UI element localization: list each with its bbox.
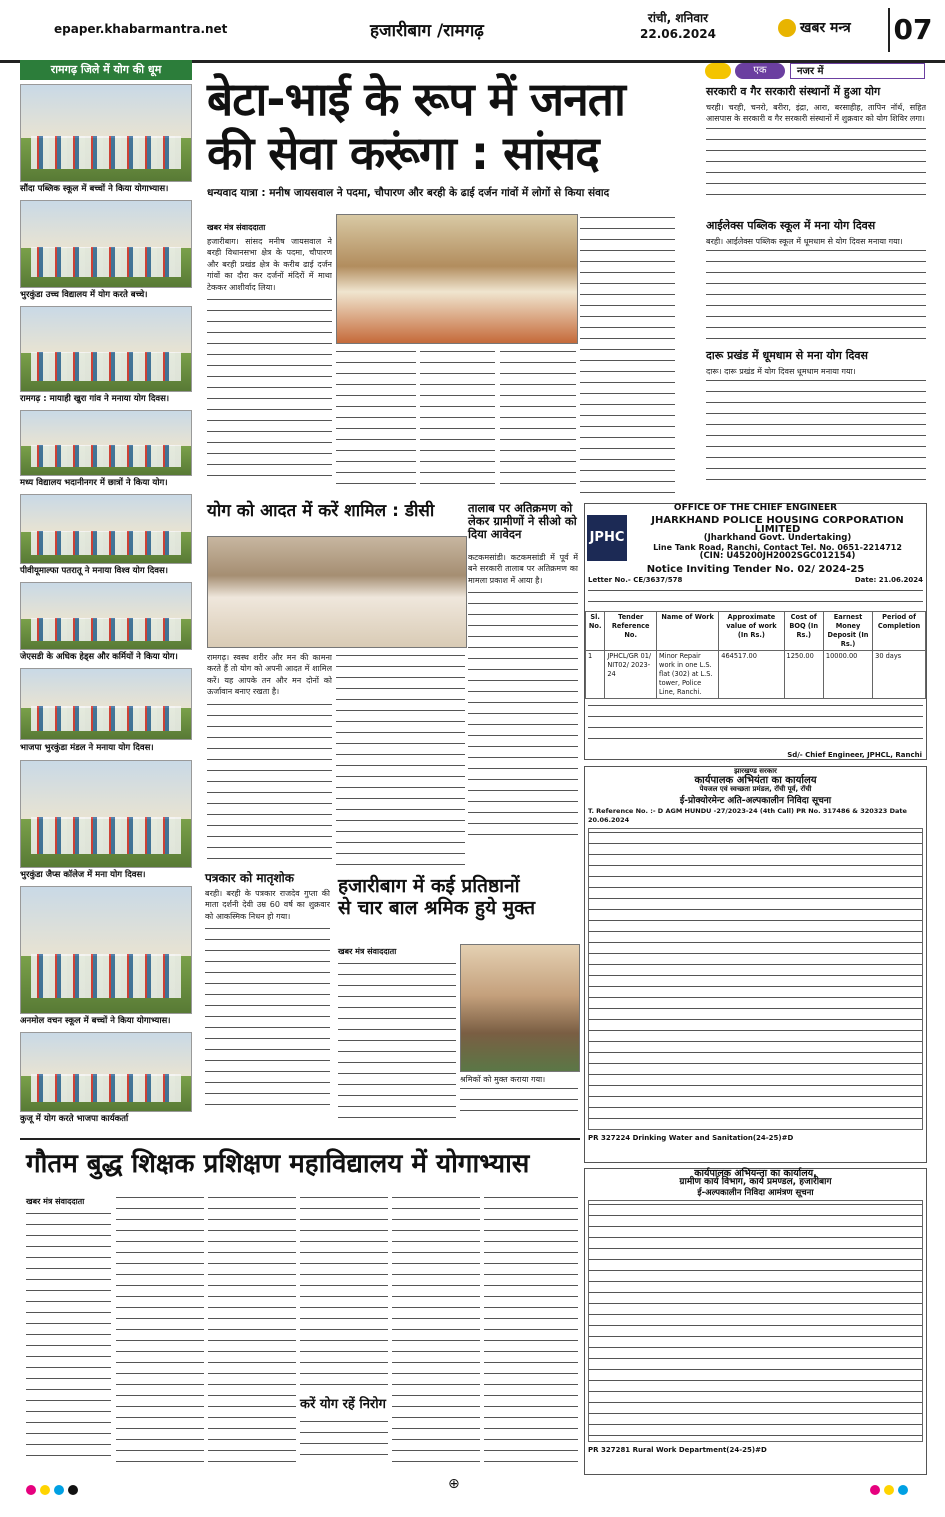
table-cell: 1 xyxy=(586,651,605,699)
brief-text xyxy=(706,366,926,496)
tender-date: Date: 21.06.2024 xyxy=(854,576,923,584)
story4-headline: पत्रकार को मातृशोक xyxy=(205,871,294,885)
photo xyxy=(20,886,192,1014)
photo-caption: रामगढ़ : मायाही खुरा गांव ने मनाया योग दिवस। xyxy=(20,394,170,404)
body-text-lines xyxy=(588,587,923,609)
body-text-lines xyxy=(588,702,923,748)
ek-badge: एक xyxy=(735,63,785,79)
tender3-title: ई-अल्पकालीन निविदा आमंत्रण सूचना xyxy=(697,1188,814,1198)
photo-caption: सौंदा पब्लिक स्कूल में बच्चों ने किया योगाभ्यास। xyxy=(20,184,169,194)
table-cell: 30 days xyxy=(873,651,926,699)
tender2-pr: PR 327224 Drinking Water and Sanitation(24-25)#D xyxy=(588,1134,794,1142)
tender-address: Line Tank Road, Ranchi, Contact Tel. No. 0651-2214712 xyxy=(653,542,902,552)
dateline xyxy=(640,10,716,42)
lead-subhead: धन्यवाद यात्रा : मनीष जायसवाल ने पदमा, चौपारण और बरही के ढाई दर्जन गांवों में लोगों से किया संवाद xyxy=(207,187,610,199)
ek-nazar-header xyxy=(690,60,925,82)
tender3-table xyxy=(588,1200,923,1442)
tender-org: JHARKHAND POLICE HOUSING CORPORATION LIMITED xyxy=(651,514,904,535)
section-title: हजारीबाग /रामगढ़ xyxy=(370,21,484,41)
body-text-lines xyxy=(336,348,416,493)
body-text-lines xyxy=(706,247,926,341)
footer-color-dots-left xyxy=(26,1480,82,1499)
body-text-lines xyxy=(338,960,456,1128)
story5-headline-line1: हजारीबाग में कई प्रतिष्ठानों xyxy=(338,875,520,897)
tender-notice-dwsd xyxy=(584,766,927,1163)
table-row xyxy=(586,651,926,699)
tender2-title: ई-प्रोक्योरमेन्ट अति-अल्पकालीन निविदा सूचना xyxy=(679,796,832,806)
photo-caption: भुरकुंडा जैप्स कॉलेज में मना योग दिवस। xyxy=(20,870,146,880)
footer-color-dots-right xyxy=(870,1480,912,1499)
photo-caption: जेएसडी के अधिक हेड्स और कर्मियों ने किया योग। xyxy=(20,652,178,662)
story5-headline-line2: से चार बाल श्रमिक हुये मुक्त xyxy=(338,896,536,919)
story5-caption-block xyxy=(460,1074,578,1128)
govt-name: झारखण्ड सरकार xyxy=(734,767,777,775)
left-column-title: रामगढ़ जिले में योग की धूम xyxy=(20,60,192,80)
story6-byline: खबर मंत्र संवाददाता xyxy=(26,1197,85,1206)
story5-byline: खबर मंत्र संवाददाता xyxy=(338,947,397,956)
tender3-dept: ग्रामीण कार्य विभाग, कार्य प्रमण्डल, हजारीबाग xyxy=(679,1177,832,1187)
story2-intro: रामगढ़। स्वस्थ शरीर और मन की कामना करते हैं तो योग को अपनी आदत में शामिल करें। यह आपके तन और मन दोनों को ऊर्जावान बनाए रखता है। xyxy=(207,653,332,697)
tender3-office: कार्यपालक अभियन्ता का कार्यालय, xyxy=(694,1168,817,1179)
tender3-pr: PR 327281 Rural Work Department(24-25)#D xyxy=(588,1446,767,1454)
photo xyxy=(20,410,192,476)
body-text-lines xyxy=(500,348,576,493)
brief-text-3: दारू। दारू प्रखंड में योग दिवस धूमधाम मनाया गया। xyxy=(706,367,856,376)
tender-table xyxy=(585,611,926,699)
table-header: Approximate value of work (In Rs.) xyxy=(719,612,784,651)
lead-byline: खबर मंत्र संवाददाता xyxy=(207,223,266,232)
table-header: Sl. No. xyxy=(586,612,605,651)
tender2-office: कार्यपालक अभियंता का कार्यालय xyxy=(694,775,817,786)
lead-intro-text: हजारीबाग। सांसद मनीष जायसवाल ने बरही विधानसभा क्षेत्र के पदमा, चौपारण और बरही प्रखंड क्षेत्र के करीब ढाई दर्जन गांवों का दौरा कर दर्जनों मंदिरों में माथा टेककर आशीर्वाद लिया। xyxy=(207,237,332,292)
divider xyxy=(20,1138,580,1140)
story5-caption: श्रमिकों को मुक्त कराया गया। xyxy=(460,1075,546,1084)
body-text-lines xyxy=(207,296,332,486)
tender2-dept: पेयजल एवं स्वच्छता प्रमंडल, रॉची पूर्व, रॉची xyxy=(699,785,812,793)
photo xyxy=(20,1032,192,1112)
tender-signature: Sd/- Chief Engineer, JPHCL, Ranchi xyxy=(787,751,922,759)
story5-photo xyxy=(460,944,580,1072)
story2-text xyxy=(207,652,332,867)
registration-mark-icon: ⊕ xyxy=(448,1476,460,1492)
story3-headline: तालाब पर अतिक्रमण को लेकर ग्रामीणों ने सीओ को दिया आवेदन xyxy=(468,501,577,542)
tender-notice-rwd xyxy=(584,1168,927,1475)
table-cell: Minor Repair work in one L.S. flat (302) at L.S. tower, Police Line, Ranchi. xyxy=(657,651,719,699)
tender-cin: (CIN: U45200JH2002SGC012154) xyxy=(699,550,856,561)
photo xyxy=(20,494,192,564)
table-header: Name of Work xyxy=(657,612,719,651)
lead-headline xyxy=(207,72,687,180)
story2-headline: योग को आदत में करें शामिल : डीसी xyxy=(207,501,435,521)
brief-title: आईलेक्स पब्लिक स्कूल में मना योग दिवस xyxy=(706,219,876,232)
brief-text-2: बरही। आईलेक्स पब्लिक स्कूल में धूमधाम से योग दिवस मनाया गया। xyxy=(706,237,903,246)
tender2-ref: T. Reference No. :- D AGM HUNDU -27/2023-24 (4th Call) PR No. 317486 & 320323 Date 20.06.2024 xyxy=(588,807,907,824)
tender-letter-no: Letter No.- CE/3637/578 xyxy=(588,576,683,584)
body-text-lines xyxy=(706,377,926,487)
story6-headline: गौतम बुद्ध शिक्षक प्रशिक्षण महाविद्यालय में योगाभ्यास xyxy=(26,1149,530,1179)
place: रांची, शनिवार xyxy=(647,11,709,25)
body-text-lines xyxy=(420,348,495,493)
tender-notice-no: Notice Inviting Tender No. 02/ 2024-25 xyxy=(646,564,865,575)
page-number: 07 xyxy=(888,8,936,52)
body-text-lines xyxy=(207,701,332,861)
table-cell: 10000.00 xyxy=(823,651,872,699)
table-cell: JPHCL/GR 01/ NIT02/ 2023-24 xyxy=(605,651,657,699)
body-text-lines xyxy=(484,1194,578,1465)
body-text-lines xyxy=(336,652,465,867)
photo xyxy=(20,668,192,740)
tender-office: OFFICE OF THE CHIEF ENGINEER xyxy=(673,503,838,513)
lead-headline-line2: की सेवा करूंगा : सांसद xyxy=(207,126,599,180)
table-header: Cost of BOQ (In Rs.) xyxy=(784,612,823,651)
photo-caption: कुजू में योग करते भाजपा कार्यकर्ता xyxy=(20,1114,129,1124)
table-cell: 464517.00 xyxy=(719,651,784,699)
body-text-lines xyxy=(116,1194,204,1465)
table-header: Tender Reference No. xyxy=(605,612,657,651)
story5-headline xyxy=(338,876,578,920)
tender2-table xyxy=(588,828,923,1130)
story2-photo xyxy=(207,536,467,648)
story6-inner-head: करें योग रहें निरोग xyxy=(300,1397,386,1412)
photo xyxy=(20,84,192,182)
photo-caption: भुरकुंडा उच्च विद्यालय में योग करते बच्चे। xyxy=(20,290,148,300)
site-url[interactable]: epaper.khabarmantra.net xyxy=(54,22,228,36)
story3-text xyxy=(468,552,578,867)
photo xyxy=(20,582,192,650)
brief-text xyxy=(706,102,926,214)
photo xyxy=(20,760,192,868)
brief-text-1: चरही। चरही, चनरो, बरीरा, इंद्रा, आरा, बरसाहीह, तापिन नॉर्थ, सहित आसपास के सरकारी व गैर सरकारी संस्थानों में शुक्रवार को योग शिविर लगा। xyxy=(706,103,926,124)
lead-photo xyxy=(336,214,578,344)
body-text-lines xyxy=(580,214,675,494)
photo-caption: अनमोल वचन स्कूल में बच्चों ने किया योगाभ्यास। xyxy=(20,1016,171,1026)
eye-icon xyxy=(705,63,731,79)
body-text-lines xyxy=(706,125,926,195)
body-text-lines xyxy=(468,589,578,839)
body-text-lines xyxy=(205,925,330,1105)
date: 22.06.2024 xyxy=(640,27,716,41)
story4-intro: बरही। बरही के पत्रकार राजदेव गुप्ता की माता दर्शनी देवी उम्र 60 वर्ष का शुक्रवार को आकस्मिक निधन हो गया। xyxy=(205,889,330,921)
tender-notice-jphcl xyxy=(584,503,927,760)
brief-title: सरकारी व गैर सरकारी संस्थानों में हुआ योग xyxy=(706,85,881,98)
story4-text xyxy=(205,888,330,1128)
photo xyxy=(20,200,192,288)
lead-headline-line1: बेटा-भाई के रूप में जनता xyxy=(207,72,625,126)
tender-org-sub: (Jharkhand Govt. Undertaking) xyxy=(703,532,852,543)
body-text-lines xyxy=(392,1194,480,1465)
photo xyxy=(20,306,192,392)
brand-name: खबर मन्त्र xyxy=(800,20,851,36)
nazar-label: नजर में xyxy=(790,63,925,79)
table-cell: 1250.00 xyxy=(784,651,823,699)
body-text-lines xyxy=(300,1194,388,1394)
brand-logo xyxy=(778,18,878,44)
body-text-lines xyxy=(300,1418,388,1465)
body-text-lines xyxy=(26,1210,111,1465)
table-header: Earnest Money Deposit (In Rs.) xyxy=(823,612,872,651)
page-header xyxy=(0,0,945,63)
logo-icon xyxy=(778,19,796,37)
body-text-lines xyxy=(460,1085,578,1121)
lead-intro xyxy=(207,236,332,496)
body-text-lines xyxy=(208,1194,296,1465)
jphcl-logo-icon: JPHC xyxy=(587,515,627,561)
brief-text xyxy=(706,236,926,346)
photo-caption: भाजपा भुरकुंडा मंडल ने मनाया योग दिवस। xyxy=(20,743,154,753)
table-header: Period of Completion xyxy=(873,612,926,651)
brief-title: दारू प्रखंड में धूमधाम से मना योग दिवस xyxy=(706,349,868,362)
photo-caption: पीवीयूमाल्फा पतरातू ने मनाया विश्व योग दिवस। xyxy=(20,566,168,576)
story3-intro: कटकमसांडी। कटकमसांडी में पूर्व में बने सरकारी तालाब पर अतिक्रमण का मामला प्रकाश में आया है। xyxy=(468,553,578,585)
photo-caption: मध्य विद्यालय भदानीनगर में छात्रों ने किया योग। xyxy=(20,478,168,488)
